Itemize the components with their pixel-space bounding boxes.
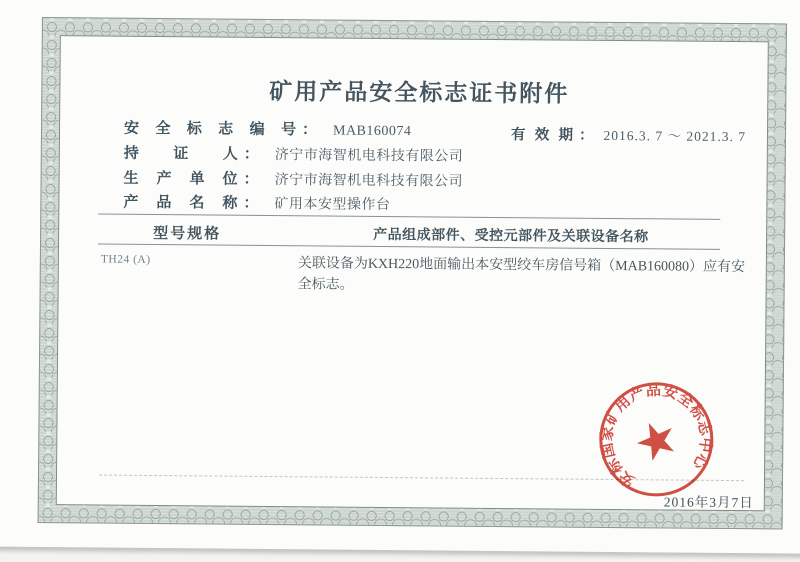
field-value: 济宁市海智机电科技有限公司 [274,173,464,190]
issue-date: 2016年3月7日 [663,494,754,511]
table-row-description: 关联设备为KXH220地面输出本安型绞车房信号箱（MAB160080）应有安全标志。 [297,256,746,293]
field-value: 矿用本安型操作台 [274,197,391,214]
field-label: 安全标志编号 [123,120,297,139]
field-colon: ： [243,171,259,188]
validity-value: 2016.3. 7 ～ 2021.3. 7 [603,127,747,145]
field-label: 生产单位 [123,170,238,188]
validity-label: 有效期 [510,127,574,144]
field-value: 济宁市海智机电科技有限公司 [274,148,464,165]
field-certificate-holder [124,142,464,165]
field-label: 持证人 [123,145,238,163]
field-colon: ： [301,122,318,139]
certificate-title: 矿用产品安全标志证书附件 [269,78,570,107]
field-label: 产品名称 [123,194,238,212]
field-validity-period [511,123,746,146]
field-colon: ： [243,195,259,212]
field-manufacturer [124,167,464,190]
table-header-model: 型号规格 [153,225,222,243]
table-row-model: TH24 (A) [100,253,151,266]
field-value: MAB160074 [332,123,412,140]
validity-colon: ： [578,127,594,144]
field-product-name [123,191,390,213]
table-header-components: 产品组成部件、受控元部件及关联设备名称 [373,227,649,246]
star-icon [631,415,680,463]
field-safety-mark-number [124,117,412,140]
field-colon: ： [243,146,259,163]
seal-text: 安标国家矿用产品安全标志中心 [599,382,714,490]
